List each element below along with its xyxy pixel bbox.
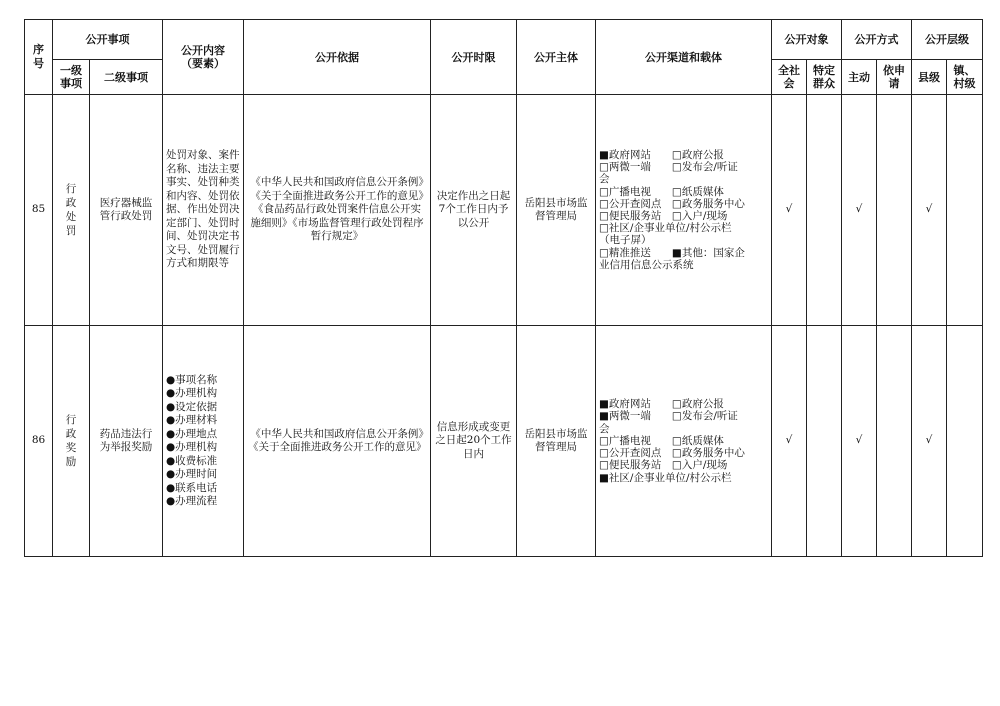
content-item: ●设定依据	[166, 400, 218, 413]
header-target: 公开对象	[772, 20, 842, 60]
channel-line: 会	[599, 422, 610, 435]
row-time-limit: 信息形成或变更之日起20个工作日内	[431, 326, 517, 557]
header-level-town: 镇、村级	[947, 60, 983, 95]
row-method-active-check: √	[842, 326, 877, 557]
header-seq: 序号	[25, 20, 53, 95]
header-method: 公开方式	[842, 20, 912, 60]
content-item: ●办理机构	[166, 441, 218, 453]
channel-line: □广播电视 □纸质媒体	[599, 434, 724, 447]
header-subject: 公开主体	[517, 20, 596, 95]
row-level1: 行政奖励	[53, 326, 90, 557]
row-number: 85	[25, 95, 53, 326]
header-level-county: 县级	[912, 60, 947, 95]
header-level2: 二级事项	[90, 60, 163, 95]
row-target-specific-check	[807, 95, 842, 326]
channel-line: ■两微一端 □发布会/听证	[599, 410, 738, 423]
channel-line: （电子屏）	[599, 234, 652, 247]
header-matter: 公开事项	[53, 20, 163, 60]
content-item: ●办理机构	[166, 387, 218, 399]
channel-line: □公开查阅点 □政务服务中心	[599, 197, 745, 210]
channel-line: □便民服务站 □入户/现场	[599, 459, 728, 472]
channel-line: □便民服务站 □入户/现场	[599, 210, 728, 222]
header-basis: 公开依据	[244, 20, 431, 95]
row-channels	[596, 95, 772, 326]
channel-line: ■政府网站 □政府公报	[599, 398, 724, 411]
header-row-1	[25, 20, 983, 60]
content-item: ●办理材料	[166, 414, 218, 426]
row-level1: 行政处罚	[53, 95, 90, 326]
table-row	[25, 326, 983, 557]
row-content: 处罚对象、案件名称、违法主要事实、处罚种类和内容、处罚依据、作出处罚决定部门、处罚时间、处罚决定书文号、处罚履行方式和期限等	[163, 95, 244, 326]
content-item: ●事项名称	[166, 373, 218, 386]
channel-line: ■政府网站 □政府公报	[599, 148, 724, 161]
content-item: ●办理流程	[166, 495, 218, 507]
row-target-all-check: √	[772, 326, 807, 557]
header-target-all: 全社会	[772, 60, 807, 95]
row-level-county-check: √	[912, 95, 947, 326]
header-channel: 公开渠道和载体	[596, 20, 772, 95]
row-method-apply-check	[877, 95, 912, 326]
header-level: 公开层级	[912, 20, 983, 60]
row-time-limit: 决定作出之日起7个工作日内予以公开	[431, 95, 517, 326]
row-number: 86	[25, 326, 53, 557]
row-level2: 药品违法行为举报奖励	[90, 326, 163, 557]
disclosure-table	[24, 19, 983, 557]
channel-line: □两微一端 □发布会/听证	[599, 161, 738, 174]
row-level-town-check	[947, 326, 983, 557]
row-basis: 《中华人民共和国政府信息公开条例》《关于全面推进政务公开工作的意见》《食品药品行政处罚案件信息公开实施细则》《市场监督管理行政处罚程序暂行规定》	[244, 95, 431, 326]
content-item: ●联系电话	[166, 481, 218, 494]
header-time-limit: 公开时限	[431, 20, 517, 95]
content-item: ●办理地点	[166, 427, 218, 440]
row-subject: 岳阳县市场监督管理局	[517, 326, 596, 557]
row-channels	[596, 326, 772, 557]
header-method-apply: 依申请	[877, 60, 912, 95]
channel-line: 业信用信息公示系统	[599, 258, 694, 271]
row-subject: 岳阳县市场监督管理局	[517, 95, 596, 326]
row-level-county-check: √	[912, 326, 947, 557]
content-item: ●收费标准	[166, 454, 218, 467]
channel-line: 会	[599, 173, 610, 186]
channel-line: □公开查阅点 □政务服务中心	[599, 447, 745, 460]
row-basis: 《中华人民共和国政府信息公开条例》《关于全面推进政务公开工作的意见》	[244, 326, 431, 557]
channel-line: □广播电视 □纸质媒体	[599, 185, 724, 198]
channel-line: □精准推送 ■其他：国家企	[599, 246, 745, 259]
row-target-all-check: √	[772, 95, 807, 326]
header-target-specific: 特定群众	[807, 60, 842, 95]
content-item: ●办理时间	[166, 468, 218, 480]
row-content-items	[163, 326, 244, 557]
channel-line: □社区/企事业单位/村公示栏	[599, 222, 732, 235]
header-level1: 一级事项	[53, 60, 90, 95]
table-row	[25, 95, 983, 326]
row-level-town-check	[947, 95, 983, 326]
header-method-active: 主动	[842, 60, 877, 95]
row-method-active-check: √	[842, 95, 877, 326]
header-content: 公开内容（要素）	[163, 20, 244, 95]
channel-line: ■社区/企事业单位/村公示栏	[599, 471, 732, 484]
row-method-apply-check	[877, 326, 912, 557]
row-target-specific-check	[807, 326, 842, 557]
row-level2: 医疗器械监管行政处罚	[90, 95, 163, 326]
